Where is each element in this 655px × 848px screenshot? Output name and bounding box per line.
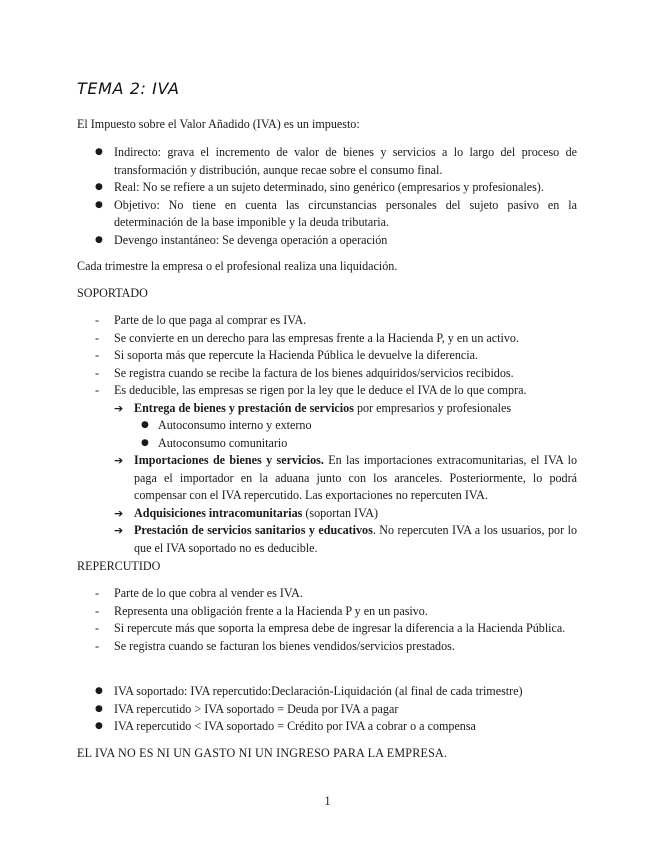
list-item: ● Devengo instantáneo: Se devenga operación a operación [77,232,577,250]
deductible-item: ➔ Entrega de bienes y prestación de servicios por empresarios y profesionales [77,400,577,418]
list-item: ● Indirecto: grava el incremento de valor de bienes y servicios a lo largo del proceso de transformación y distribución, aunque recae sobre el consumo final. [77,144,577,179]
autoconsumo-item: ● Autoconsumo interno y externo [77,417,577,435]
page-number: 1 [324,794,331,808]
deductible-item: ➔ Prestación de servicios sanitarios y educativos. No repercuten IVA a los usuarios, por lo que el IVA soportado no es deducible. [77,522,577,557]
list-item: ● IVA repercutido < IVA soportado = Crédito por IVA a cobrar o a compensa [77,718,577,736]
repercutido-heading: REPERCUTIDO [77,559,161,573]
page-title: TEMA 2: IVA [77,79,180,98]
list-item: - Se registra cuando se recibe la factura de los bienes adquiridos/servicios recibidos. [77,365,577,383]
soportado-list [77,312,577,557]
list-item: ● Objetivo: No tiene en cuenta las circunstancias personales del sujeto pasivo en la determinación de la base imponible y la deuda tributaria. [77,197,577,232]
list-item: ● Real: No se refiere a un sujeto determinado, sino genérico (empresarios y profesionales). [77,179,577,197]
list-item: - Es deducible, las empresas se rigen por la ley que le deduce el IVA de lo que compra. [77,382,577,400]
list-item: ● IVA soportado: IVA repercutido:Declaración-Liquidación (al final de cada trimestre) [77,683,577,701]
list-item: ● IVA repercutido > IVA soportado = Deuda por IVA a pagar [77,701,577,719]
deductible-item: ➔ Importaciones de bienes y servicios. En las importaciones extracomunitarias, el IVA lo paga el importador en la aduana junto con los aranceles. Posteriormente, lo podrá compensar con el IVA repercutido. Las exportaciones no repercuten IVA. [77,452,577,505]
list-item: - Si soporta más que repercute la Hacienda Pública le devuelve la diferencia. [77,347,577,365]
characteristics-list [77,144,577,249]
autoconsumo-item: ● Autoconsumo comunitario [77,435,577,453]
list-item: - Se registra cuando se facturan los bienes vendidos/servicios prestados. [77,638,577,656]
list-item: - Se convierte en un derecho para las empresas frente a la Hacienda P, y en un activo. [77,330,577,348]
list-item: - Representa una obligación frente a la Hacienda P y en un pasivo. [77,603,577,621]
repercutido-list [77,585,577,655]
conclusion: EL IVA NO ES NI UN GASTO NI UN INGRESO PARA LA EMPRESA. [77,746,448,760]
intro-paragraph: El Impuesto sobre el Valor Añadido (IVA) es un impuesto: [77,117,360,131]
soportado-heading: SOPORTADO [77,286,148,300]
summary-list [77,683,577,736]
list-item: - Parte de lo que cobra al vender es IVA. [77,585,577,603]
list-item: - Parte de lo que paga al comprar es IVA. [77,312,577,330]
deductible-item: ➔ Adquisiciones intracomunitarias (soportan IVA) [77,505,577,523]
list-item: - Si repercute más que soporta la empresa debe de ingresar la diferencia a la Hacienda Pública. [77,620,577,638]
quarterly-paragraph: Cada trimestre la empresa o el profesional realiza una liquidación. [77,259,398,273]
